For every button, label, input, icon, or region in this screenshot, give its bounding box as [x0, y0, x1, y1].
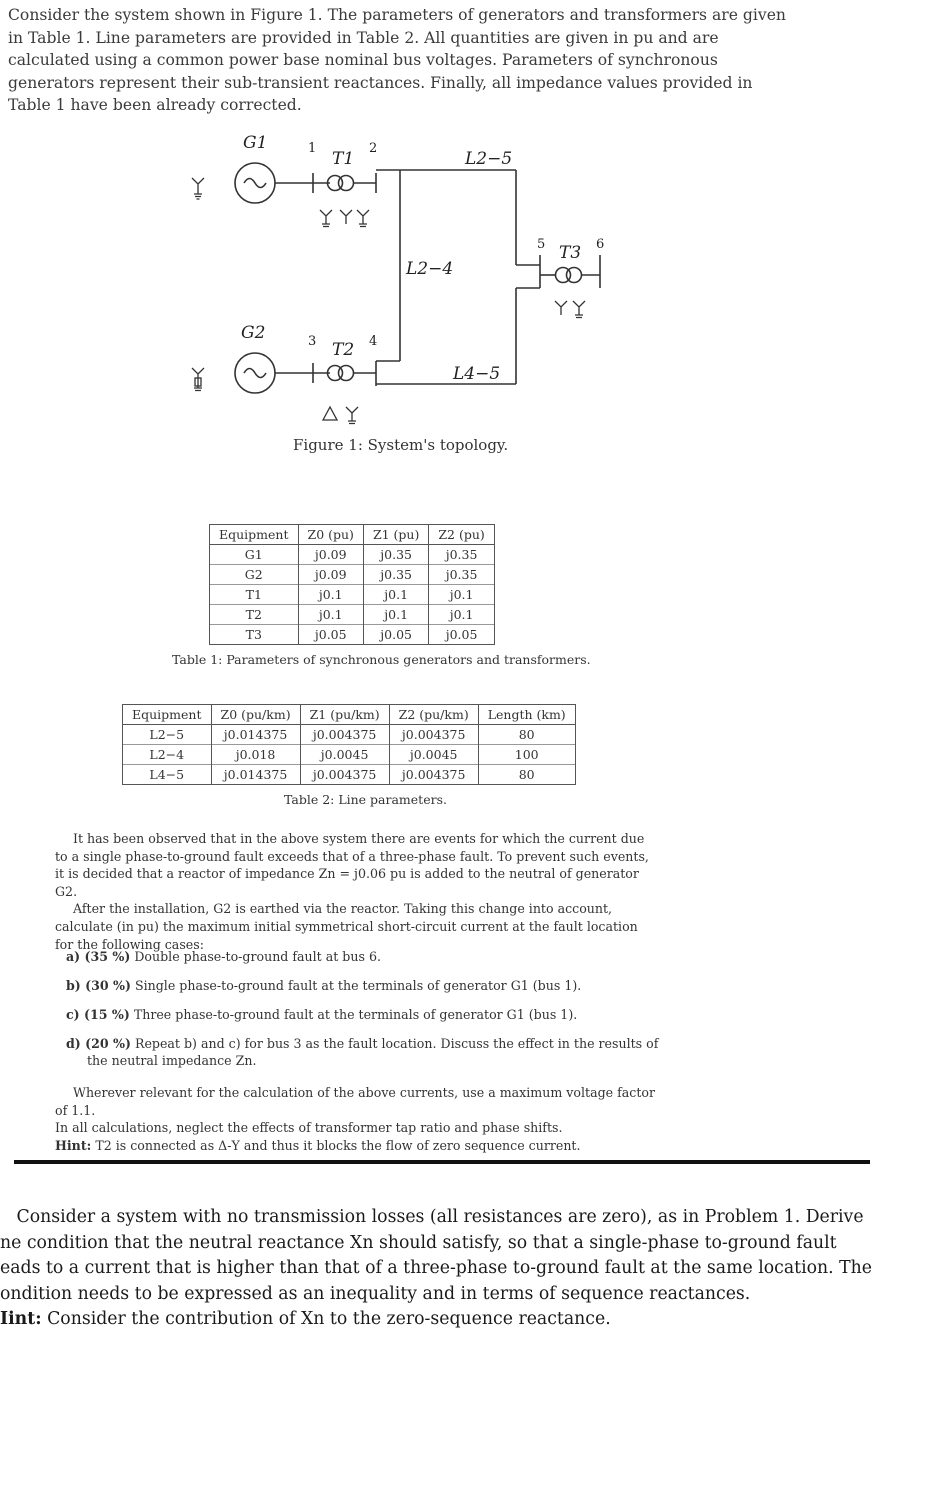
- notes: [55, 1084, 665, 1154]
- table-cell: j0.0045: [300, 745, 389, 765]
- table-cell: L2−4: [123, 745, 212, 765]
- l45-label: L4−5: [453, 364, 501, 384]
- section-divider: [14, 1160, 870, 1164]
- table-header: Equipment: [210, 525, 299, 545]
- table-cell: j0.35: [363, 565, 428, 585]
- table-row: [210, 545, 495, 565]
- task-item-c: c) (15 %) Three phase-to-ground fault at the terminals of generator G1 (bus 1).: [66, 1007, 578, 1022]
- table-cell: j0.004375: [300, 725, 389, 745]
- table-header: Z1 (pu): [363, 525, 428, 545]
- table-cell: G2: [210, 565, 299, 585]
- system-topology-diagram: [170, 128, 630, 428]
- problem-2: [0, 1205, 943, 1333]
- table-cell: T2: [210, 605, 299, 625]
- table-cell: j0.018: [211, 745, 300, 765]
- table-cell: j0.1: [298, 605, 363, 625]
- table-cell: j0.0045: [389, 745, 478, 765]
- table-cell: j0.1: [298, 585, 363, 605]
- question-paragraph-1: It has been observed that in the above system there are events for which the current due to a single phase-to-ground fault exceeds that of a three-phase fault. To prevent such events, it is decided that a reactor of impedance Zn = j0.06 pu is added to the neutral of generator G2.: [55, 831, 649, 899]
- bus-1-label: 1: [308, 141, 317, 156]
- table-cell: j0.1: [429, 585, 494, 605]
- table-cell: j0.004375: [300, 765, 389, 785]
- table-cell: L4−5: [123, 765, 212, 785]
- t2-label: T2: [332, 340, 355, 360]
- table-cell: j0.35: [363, 545, 428, 565]
- bus-5-label: 5: [537, 237, 546, 252]
- note-hint: Hint: T2 is connected as Δ-Y and thus it blocks the flow of zero sequence current.: [55, 1137, 581, 1153]
- problem-2-hint: Iint: Consider the contribution of Xn to the zero-sequence reactance.: [0, 1309, 611, 1329]
- t3-label: T3: [559, 243, 582, 263]
- table-2-caption: Table 2: Line parameters.: [284, 792, 447, 807]
- task-list: [66, 948, 661, 1080]
- note-tap-ratio: In all calculations, neglect the effects of transformer tap ratio and phase shifts.: [55, 1120, 563, 1136]
- table-row: [210, 605, 495, 625]
- table-row: [123, 725, 576, 745]
- table-row: [123, 745, 576, 765]
- figure-caption: Figure 1: System's topology.: [293, 436, 509, 454]
- problem-2-line: ne condition that the neutral reactance Xn should satisfy, so that a single-phase to-ground fault: [0, 1232, 837, 1253]
- table-2: [122, 704, 576, 785]
- table-1: [209, 524, 495, 645]
- intro-paragraph: Consider the system shown in Figure 1. The parameters of generators and transformers are given in Table 1. Line parameters are provided in Table 2. All quantities are given in pu and are calculated using a common power base nominal bus voltages. Parameters of synchronous generators represent their sub-transient reactances. Finally, all impedance values provided in Table 1 have been already corrected.: [8, 6, 786, 114]
- problem-2-line: ondition needs to be expressed as an inequality and in terms of sequence reactances.: [0, 1283, 751, 1304]
- bus-2-label: 2: [369, 141, 378, 156]
- table-cell: j0.09: [298, 565, 363, 585]
- g1-label: G1: [243, 133, 268, 153]
- table-cell: j0.1: [363, 605, 428, 625]
- table-cell: 100: [478, 745, 575, 765]
- table-cell: 80: [478, 725, 575, 745]
- question-paragraph-2: After the installation, G2 is earthed via the reactor. Taking this change into account, calculate (in pu) the maximum initial symmetrical short-circuit current at the fault location for the following cases:: [55, 901, 638, 952]
- table-cell: j0.014375: [211, 725, 300, 745]
- bus-6-label: 6: [596, 237, 605, 252]
- table-cell: T1: [210, 585, 299, 605]
- t1-label: T1: [332, 149, 355, 169]
- question-text: [55, 830, 660, 953]
- table-cell: j0.1: [429, 605, 494, 625]
- table-row: [210, 565, 495, 585]
- table-cell: j0.014375: [211, 765, 300, 785]
- table-1-caption: Table 1: Parameters of synchronous generators and transformers.: [172, 652, 591, 667]
- problem-2-line: eads to a current that is higher than that of a three-phase to-ground fault at the same location. The: [0, 1258, 872, 1278]
- g2-label: G2: [241, 323, 266, 343]
- table-cell: j0.004375: [389, 765, 478, 785]
- table-cell: j0.35: [429, 565, 494, 585]
- bus-4-label: 4: [369, 334, 378, 349]
- table-header: Z0 (pu/km): [211, 705, 300, 725]
- table-header: Equipment: [123, 705, 212, 725]
- task-item-d: d) (20 %) Repeat b) and c) for bus 3 as the fault location. Discuss the effect in the results of the neutral impedance Zn.: [66, 1036, 659, 1068]
- table-cell: 80: [478, 765, 575, 785]
- task-item-b: b) (30 %) Single phase-to-ground fault at the terminals of generator G1 (bus 1).: [66, 978, 582, 993]
- table-cell: j0.35: [429, 545, 494, 565]
- table-row: [210, 585, 495, 605]
- table-row: [210, 625, 495, 645]
- l25-label: L2−5: [465, 149, 513, 169]
- table-header: Z2 (pu/km): [389, 705, 478, 725]
- table-cell: j0.05: [363, 625, 428, 645]
- table-cell: j0.09: [298, 545, 363, 565]
- table-header: Z2 (pu): [429, 525, 494, 545]
- table-cell: j0.05: [298, 625, 363, 645]
- note-voltage-factor: Wherever relevant for the calculation of the above currents, use a maximum voltage factor of 1.1.: [55, 1085, 656, 1118]
- table-cell: j0.004375: [389, 725, 478, 745]
- table-cell: j0.1: [363, 585, 428, 605]
- task-item-a: a) (35 %) Double phase-to-ground fault at bus 6.: [66, 949, 381, 964]
- table-cell: T3: [210, 625, 299, 645]
- table-header: Length (km): [478, 705, 575, 725]
- table-row: [123, 765, 576, 785]
- table-header: Z0 (pu): [298, 525, 363, 545]
- table-header: Z1 (pu/km): [300, 705, 389, 725]
- problem-2-line: Consider a system with no transmission losses (all resistances are zero), as in Problem 1. Derive: [0, 1207, 864, 1227]
- l24-label: L2−4: [406, 259, 454, 279]
- table-cell: L2−5: [123, 725, 212, 745]
- table-cell: G1: [210, 545, 299, 565]
- table-cell: j0.05: [429, 625, 494, 645]
- bus-3-label: 3: [308, 334, 317, 349]
